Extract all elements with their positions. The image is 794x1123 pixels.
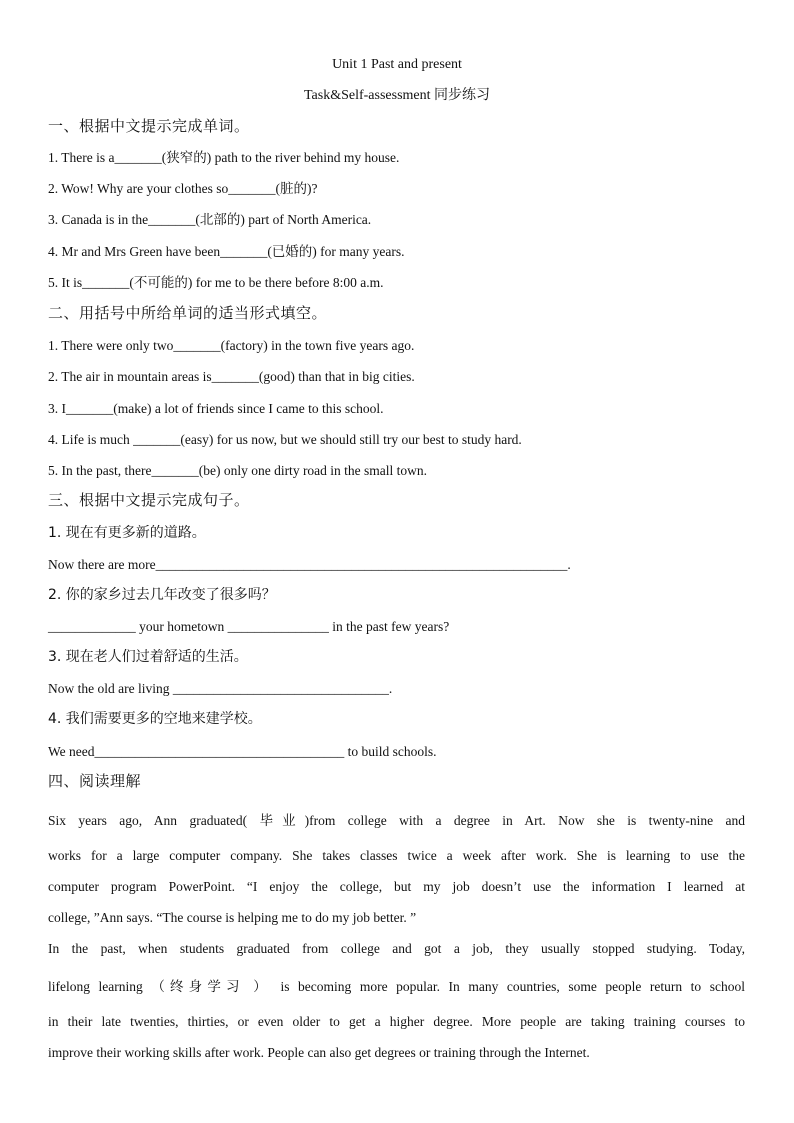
section3-answer-line: We need_____________________________________ to build schools. — [48, 744, 437, 759]
section3-prompt: 3. 现在老人们过着舒适的生活。 — [48, 649, 248, 665]
section2-heading: 二、用括号中所给单词的适当形式填空。 — [48, 304, 328, 322]
section3-answer-line: Now the old are living ________________________________. — [48, 681, 393, 696]
section2-item: 1. There were only two_______(factory) in the town five years ago. — [48, 338, 415, 353]
reading-paragraph1-line: works for a large computer company. She takes classes twice a week after work. She is learning to use the — [48, 848, 745, 863]
section1-heading: 一、根据中文提示完成单词。 — [48, 117, 250, 135]
lesson-subtitle: Task&Self-assessment 同步练习 — [303, 88, 491, 103]
reading-paragraph2-line: lifelong learning （终身学习 ） is becoming more popular. In many countries, some people return to school — [48, 979, 745, 994]
section2-item: 4. Life is much _______(easy) for us now, but we should still try our best to study hard. — [48, 432, 522, 447]
reading-paragraph2-line: improve their working skills after work. People can also get degrees or training through the Internet. — [48, 1045, 590, 1060]
section2-item: 2. The air in mountain areas is_______(good) than that in big cities. — [48, 369, 415, 384]
reading-paragraph2-line: in their late twenties, thirties, or even older to get a higher degree. More people are taking training courses to — [48, 1014, 745, 1029]
section4-heading: 四、阅读理解 — [48, 772, 142, 790]
section2-item: 5. In the past, there_______(be) only one dirty road in the small town. — [48, 463, 428, 478]
reading-paragraph2-line: In the past, when students graduated from college and got a job, they usually stopped studying. Today, — [48, 941, 745, 956]
section3-answer-line: Now there are more_____________________________________________________________. — [48, 557, 571, 572]
reading-paragraph1-line: college, ”Ann says. “The course is helping me to do my job better. ” — [48, 910, 417, 925]
section1-item: 5. It is_______(不可能的) for me to be there before 8:00 a.m. — [48, 275, 384, 290]
section1-item: 4. Mr and Mrs Green have been_______(已婚的) for many years. — [48, 244, 405, 259]
section3-prompt: 4. 我们需要更多的空地来建学校。 — [48, 711, 262, 727]
section1-item: 2. Wow! Why are your clothes so_______(脏的)? — [48, 181, 318, 196]
section1-item: 3. Canada is in the_______(北部的) part of North America. — [48, 212, 372, 227]
reading-paragraph1-line: Six years ago, Ann graduated( 毕业)from college with a degree in Art. Now she is twenty-nine and — [48, 813, 745, 828]
reading-paragraph1-line: computer program PowerPoint. “I enjoy the college, but my job doesn’t use the information I learned at — [48, 879, 745, 894]
section3-answer-line: _____________ your hometown _______________ in the past few years? — [48, 619, 450, 634]
section1-item: 1. There is a_______(狭窄的) path to the river behind my house. — [48, 150, 400, 165]
section2-item: 3. I_______(make) a lot of friends since I came to this school. — [48, 401, 384, 416]
section3-prompt: 1. 现在有更多新的道路。 — [48, 525, 206, 541]
unit-title: Unit 1 Past and present — [332, 57, 462, 72]
section3-heading: 三、根据中文提示完成句子。 — [48, 491, 250, 509]
section3-prompt: 2. 你的家乡过去几年改变了很多吗？ — [48, 587, 276, 603]
